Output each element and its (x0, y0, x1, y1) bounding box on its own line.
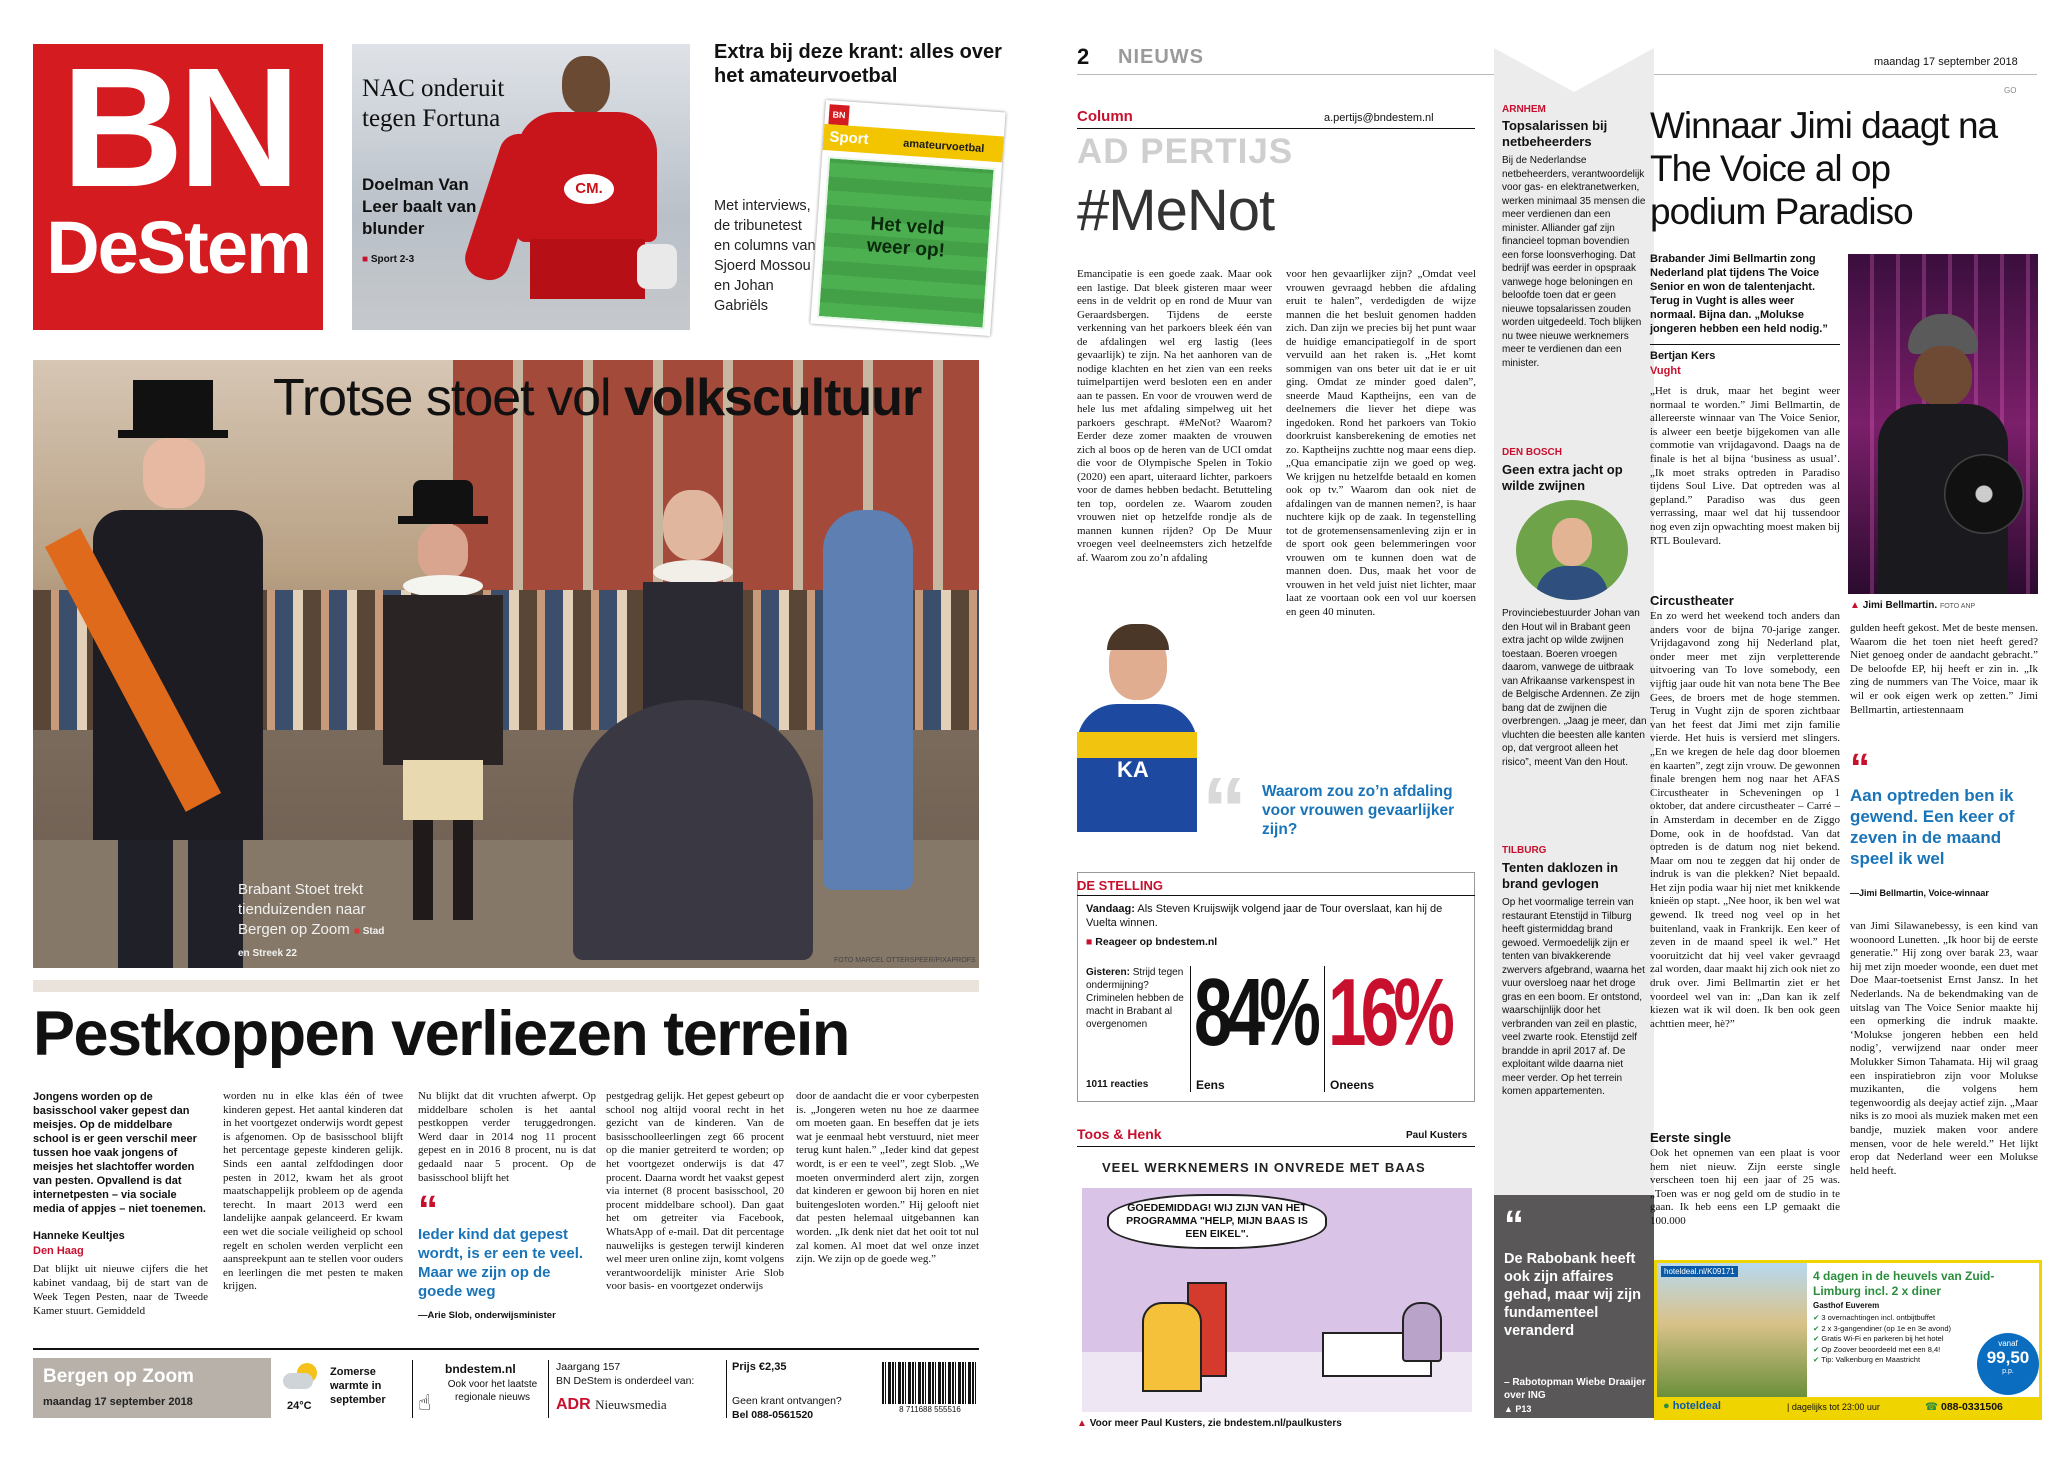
weather-icon (283, 1363, 319, 1391)
supplement-section2: amateurvoetbal (902, 137, 985, 156)
footer-divider (548, 1360, 549, 1418)
header-go: GO (2004, 86, 2017, 95)
quote-mark-icon: “ (1504, 1203, 1524, 1247)
hero-credit: FOTO MARCEL OTTERSPEER/PIXAPROFS (834, 957, 976, 964)
footer-divider (412, 1360, 413, 1418)
ad-hours: | dagelijks tot 23:00 uur (1787, 1402, 1880, 1412)
ad-bullet: ✔ Op Zoover beoordeeld met een 8,4! (1813, 1344, 1941, 1354)
footer-noreceive: Geen krant ontvangen? (732, 1395, 842, 1407)
voice-lead: Brabander Jimi Bellmartin zong Nederland plat tijdens The Voice Senior en won de talentenjacht. Terug in Vught is alles weer normaal. Bijna dan. „Molukse jongeren hebben een held nodig.” (1650, 253, 1828, 335)
woman-in-gown (573, 490, 813, 960)
cartoon-crew (1142, 1302, 1202, 1392)
ad-price-badge (1977, 1333, 2039, 1395)
voice-col1: „Het is druk, maar het begint weer normaal te worden.” Jimi Bellmartin, de allereerste winnaar van The Voice Senior, is alweer een beetje bijgekomen van alle commotie van vrijdagavond. Daags na de finale is het al bijna ‘business as usual’. „Ik moet straks optreden in Paradiso tijdens Soul Live. Dat optreden was al gepland.” Paradiso was dus geen verrassing, maar wel dat hij tussendoor nog even zijn opwachting moest maken bij RTL Boulevard. (1650, 385, 1840, 547)
main-pullquote-by: —Arie Slob, onderwijsminister (418, 1310, 556, 1321)
pointer-icon: ☝ (418, 1390, 432, 1415)
footer-rule (33, 1348, 979, 1350)
column-rule (1077, 128, 1475, 129)
column-email[interactable]: a.pertijs@bndestem.nl (1324, 112, 1434, 124)
edition-date: maandag 17 september 2018 (43, 1396, 193, 1408)
column-author: AD PERTIJS (1077, 132, 1294, 171)
briefs-banner-notch (1494, 48, 1654, 92)
footer-divider (726, 1360, 727, 1418)
stelling-reactions: 1011 reacties (1086, 1079, 1149, 1090)
main-col2: worden nu in elke klas één of twee kinderen gepest. Het aantal kinderen dat in het voortgezet onderwijs wordt gepest is afgenomen. Op de basisschool blijft het percentage gepeste kinderen gelijk. Sinds een aantal zelfdodingen door pesten in 2012, kwam het als groot maatschappelijk probleem op de agenda terecht. In maart 2013 werd een landelijke aanpak gelanceerd. Er kwam een wet die sociale veiligheid op school regelt en scholen werden verplicht een aanspreekpunt aan te stellen voor ouders en leerlingen die met pesten te maken krijgen. (223, 1090, 403, 1293)
stelling-yesterday: Gisteren: Strijd tegen ondermijning? Criminelen hebben de macht in Brabant al overgenomen (1086, 967, 1184, 1030)
stelling-no-pct: 16% (1328, 959, 1450, 1066)
voice-col2: gulden heeft gekost. Met de beste mensen. Waarom die het toen niet heeft gered? Niet genoeg onder de aandacht gebracht.” De beloofde EP, hij heeft er zin in. „Ik zing de nummers van The Voice, maar ik wil er ook eigen werk op zetten.” Jimi Bellmartin, artiestennaam (1850, 622, 2038, 716)
cartoon-label: Toos & Henk (1077, 1126, 1162, 1142)
teaser-subtitle: Doelman Van Leer baalt van blunder (362, 175, 477, 238)
main-dateline: Den Haag (33, 1245, 84, 1257)
footer-site[interactable]: bndestem.nl (445, 1362, 516, 1376)
ad-bullet: ✔ Tip: Valkenburg en Maastricht (1813, 1355, 1921, 1364)
column-title: #MeNot (1077, 178, 1275, 243)
voice-pullquote: Aan optreden ben ik gewend. Een keer of zeven in de maand speel ik wel (1850, 786, 2015, 868)
voice-author: Bertjan Kers (1650, 350, 1716, 362)
voice-col2b: van Jimi Silawanebessy, is een kind van woonoord Lunetten. „Ik hoor bij de eerste generatie.” Hij zong over barak 23, waar hij met zijn moeder woonde, een duet met Doe Maar-toetsenist Ernst Jansz. In het Nederlands. Na de bekendmaking van de uitslag van The Voice Senior maakte hij een opmerking die indruk maakte. ‘Molukse jongeren hebben een held nodig’, verwijzend naar onder meer Molukker Simon Tahamata. Hij wil graag een inspiratiebron zijn voor Molukse muzikanten, die volgens hem tegenwoordig als deejay actief zijn. „Maar niks is zo mooi als muziek maken met een bandje, muziek maken voor andere mensen, voor de hele wereld.” Het lijkt erop dat Nederland weer een Molukse held heeft. (1850, 920, 2038, 1177)
weather-temp: 24°C (287, 1400, 312, 1412)
woman-in-blue (823, 510, 913, 890)
columnist-jersey-text: KA (1117, 757, 1149, 782)
supplement-cover[interactable] (810, 100, 1005, 336)
jimi-photo[interactable] (1848, 254, 2038, 594)
stelling-yes-pct: 84% (1194, 959, 1316, 1066)
footer-phone: Bel 088-0561520 (732, 1409, 814, 1421)
main-col4: pestgedrag gelijk. Het gepest gebeurt op school nog altijd vooral recht in het gezicht van de kinderen. Van de basisschoolleerlingen zegt 66 procent op die manier getreiterd te worden; op het voortgezet onderwijs is dat 47 procent. Daarna wordt het vaakst gepest via internet (8 procent basisschool, 20 procent middelbare school). Dan gaat het om getreiter via Facebook, WhatsApp of e-mail. Dat dit percentage nauwelijks is gestegen terwijl kinderen wel meer uren online zijn, komt volgens verantwoordelijk minister Arie Slob voor basis- en voortgezet onderwijs (606, 1090, 784, 1293)
trophy-record (1944, 454, 2024, 534)
voice-sub1: Circustheater (1650, 593, 1734, 608)
barcode (882, 1362, 978, 1404)
ad-price: 99,50 (1986, 1348, 2030, 1367)
column-label: Column (1077, 108, 1133, 125)
supplement-section: Sport (828, 128, 870, 149)
ad-bullet: ✔ Gratis Wi-Fi en parkeren bij het hotel (1813, 1334, 1944, 1343)
jersey-sponsor: CM. (564, 174, 614, 204)
teaser-title: NAC onderuit tegen Fortuna (362, 75, 505, 132)
briefs-quote-by: – Rabotopman Wiebe Draaijer over ING (1504, 1377, 1646, 1401)
ad-bullet: ✔ 3 overnachtingen incl. ontbijtbuffet (1813, 1313, 1936, 1322)
brief2-title: Geen extra jacht op wilde zwijnen (1502, 462, 1623, 493)
man-in-costume (373, 480, 513, 920)
hoteldeal-ad[interactable] (1654, 1260, 2042, 1420)
footer-jaargang: Jaargang 157 (556, 1361, 621, 1373)
ad-phone: ☎ 088-0331506 (1925, 1401, 2003, 1413)
brief1-text: Bij de Nederlandse netbeheerders, verantwoordelijk voor gas- en elektranetwerken, werken minimaal 35 mensen die meer verdienen dan een minister. Alliander gaf zijn financieel topman bovendien een forse loonsverhoging. Dat bedrijf was eerder in opspraak vanwege hoge beloningen en beloofde toen dat er geen nieuwe topsalarissen zouden worden uitgedeeld. Toch blijken nu twee nieuwe werknemers meer te verdienen dan een minister. (1502, 155, 1646, 369)
voice-rule (1650, 344, 1840, 345)
brief1-tag: ARNHEM (1502, 104, 1546, 115)
footer-member: BN DeStem is onderdeel van: (556, 1375, 695, 1387)
adr-logo: ADR Nieuwsmedia (556, 1396, 667, 1413)
stelling-label: DE STELLING (1077, 878, 1163, 893)
jimi-photo-caption: ▲ Jimi Bellmartin. FOTO ANP (1850, 600, 1976, 611)
main-col3: Nu blijkt dat dit vruchten afwerpt. Op middelbare scholen is het aantal pestkoppen verder teruggedrongen. Werd daar in 2014 nog 11 procent gepest en in 2016 8 procent, nu is dat gedaald naar 5 procent. Op de basisschool blijft het (418, 1090, 596, 1184)
brief2-tag: DEN BOSCH (1502, 447, 1563, 458)
cartoon-author: Paul Kusters (1406, 1130, 1468, 1141)
cartoon-boss (1402, 1302, 1442, 1362)
rule (33, 980, 979, 992)
nac-teaser[interactable] (352, 44, 690, 330)
stelling-yes-label: Eens (1196, 1078, 1225, 1092)
column-col-b: voor hen gevaarlijker zijn? „Omdat veel vrouwen gevraagd hebben die afdaling eruit te halen”, verdedigden de wijze mannen die het besluit genomen hadden zich. Dan zijn we precies bij het punt waar de huidige emancipatiegolf in de sport vervuild aan het raken is. „Het komt sommigen van ons beter uit dat ie er uit ging. Omdat ze minder goed dalen”, sneerde Maud Kaptheijns, een van de deelnemers die liever het diepe was ingedoken. Rond het parkoers van Tokio doorkruist kansberekening de emoties net zo. Kaptheijns zuchtte nog maar eens diep. „Qua emancipatie zijn we goed op weg. We krijgen nu hetzelfde betaald en komen ook op tv.” Waarom dan ook niet de afdalingen van de mannen nemen?, is haar nuchtere kijk op de zaak. In tegenstelling tot de grotemensensamenleving zijn er in de sport ook geen belemmeringen voor vrouwen om te kunnen doen wat de mannen doen. Dus, maak het voor de vrouwen in het veld juist niet lichter, maar laat ze voortaan ook een vol uur koersen en geen 40 minuten. (1286, 268, 1476, 618)
brief1-title: Topsalarissen bij netbeheerders (1502, 118, 1608, 149)
ad-bullet: ✔ 2 x 3-gangendiner (op 1e en 3e avond) (1813, 1323, 1952, 1333)
ad-bullets (1813, 1313, 1973, 1366)
hero-title: Trotse stoet vol volkscultuur (273, 369, 922, 427)
section-name: NIEUWS (1118, 46, 1204, 68)
main-pullquote: Ieder kind dat gepest wordt, is er een te veel. Maar we zijn op de goede weg (418, 1226, 584, 1300)
voice-col1b: En zo werd het weekend toch anders dan anders voor de bijna 70-jarige zanger. Vrijdagavond zong hij Nederland plat, onder meer met zijn verpletterende uitvoering van To love somebody, een vijftig jaar oude hit van nota bene The Bee Gees, de broers met de hoge stemmen. Terug in Vught zijn de sporen zichtbaar van het feest dat Jimi met zijn familie vierde. Het huis is versierd met slingers. „En we kregen de hele dag door bloemen en kaarten”, zegt zijn vrouw. De gewonnen finale brengen hem nog naar het AFAS Circustheater in Scheveningen op 1 oktober, dat andere circustheater – Carré – in Amsterdam in december en de Ziggo Dome, ook in de hoofdstad. Van dat optreden is de datum nog niet bekend. Maar om nou te zeggen dat hij onder de indruk is van die plekken? Niet bepaald. Het zijn podia waar hij niet met knikkende knieën op stapt. „Nee hoor, ik ben wel wat gewend. Ik treed nog veel op in het buitenland, vaak in Frankrijk. Een keer of zeven in de maand speel ik wel.” Het vooruitzicht dat hij veel vaker gevraagd zal worden, daar maakt hij zich ook niet zo druk over. Jimi Bellmartin ziet er het voordeel wel van in: „Dan kan ik zelf kiezen wat ik wil doen. Ik ben ook geen achttien meer, hè?” (1650, 610, 1840, 1030)
footer-edition-block (33, 1358, 271, 1418)
voice-dateline: Vught (1650, 365, 1681, 377)
brief2-photo (1516, 500, 1628, 600)
amateur-teaser-body: Met interviews, de tribunetest en columns van Sjoerd Mossou en Johan Gabriëls (714, 198, 816, 314)
footer-site-sub: Ook voor het laatste regionale nieuws (447, 1379, 538, 1403)
supplement-cover-title: Het veld weer op! (866, 213, 946, 262)
briefs-quote: De Rabobank heeft ook zijn affaires gehad, maar wij zijn fundamenteel veranderd (1504, 1251, 1641, 1339)
logo-destem: DeStem (46, 206, 310, 289)
logo-bn: BN (61, 33, 295, 223)
cartoon-speech-bubble: GOEDEMIDDAG! WIJ ZIJN VAN HET PROGRAMMA "HELP, MIJN BAAS IS EEN EIKEL". (1107, 1194, 1327, 1249)
amateur-teaser-headline[interactable]: Extra bij deze krant: alles over het amateurvoetbal (714, 41, 1002, 87)
ad-price-unit: p.p. (2002, 1368, 2014, 1375)
quote-mark-icon: “ (418, 1188, 438, 1232)
voice-col1c: Ook het opnemen van een plaat is voor hem niet nieuw. Zijn eerste single verscheen toen hij een jaar of 25 was. „Toen was er nog geld om de studio in te gaan. Ik heb eens een LP gemaakt die 100.000 (1650, 1147, 1840, 1227)
ad-hotel: Gasthof Euverem (1813, 1301, 1880, 1310)
brief2-text: Provinciebestuurder Johan van den Hout wil in Brabant geen extra jacht op wilde zwijnen toestaan. Boeren vroegen daarom, vanwege de uitbraak van Afrikaanse varkenspest in de Belgische Ardennen. Ze zijn bang dat de zwijnen die overbrengen. „Jaag je meer, dan vluchten die beesten alle kanten op, dat vergroot alleen het risico”, meent Van den Hout. (1502, 608, 1647, 768)
stelling-rule (1077, 895, 1475, 896)
cartoon-rule (1077, 1146, 1475, 1147)
brief3-text: Op het voormalige terrein van restaurant Etenstijd in Tilburg heeft gistermiddag brand gewoed. Vermoedelijk zijn er tenten van bivakkerende zwervers afgebrand, waarna het vuur oversloeg naar het droge gras en een boom. Er ontstond, waarschijnlijk door het verbranden van zeil en plastic, veel zwarte rook. Etenstijd zelf brandde in april 2017 af. De exploitant wilde daarna niet meer verder. Op het terrein komen appartementen. (1502, 897, 1645, 1097)
right-page (1024, 0, 2048, 1470)
goalkeeper-glove (637, 244, 677, 289)
ad-brand: ● hoteldeal (1663, 1400, 1721, 1412)
cartoon-panel (1082, 1152, 1472, 1412)
main-headline: Pestkoppen verliezen terrein (33, 999, 849, 1069)
main-author: Hanneke Keultjes (33, 1230, 125, 1242)
column-col-a: Emancipatie is een goede zaak. Maar ook een lastige. Dat bleek gisteren maar weer eens in de veldrit op en rond de Muur van Geraardsbergen. Tijdens de eerste verkenning van het parkoers bleek één van de afdalingen wel erg lastig (lees gevaarlijk) te zijn. Na het aanhoren van de nodige klachten en het zien van een reeks tuimelpartijen werd besloten een en ander aan te passen. En voor de vrouwen werd de hele lus met afdaling simpelweg uit het parkoers geschrapt. #MeNot? Waarom? Eerder deze zomer maakten de vrouwen zich al boos op de heren van de UCI omdat die voor de Olympische Spelen in Tokio (2020) een apart, uiteraard lichter, parkoers voor de dames hebben bedacht. Betutteling ten top, oordelen ze. Waarom zouden vrouwen niet op hetzelfde rondje als de mannen kunnen rijden? Op De Muur vroegen veel deelneemsters zich hetzelfde af. Waarom zou zo’n afdaling (1077, 268, 1272, 564)
voice-pullquote-by: —Jimi Bellmartin, Voice-winnaar (1850, 888, 1989, 898)
cartoon-more[interactable]: ▲ Voor meer Paul Kusters, zie bndestem.nl/paulkusters (1077, 1418, 1342, 1429)
bn-destem-logo (33, 33, 323, 330)
header-date: maandag 17 september 2018 (1874, 56, 2018, 68)
hero-caption: Brabant Stoet trekt tienduizenden naar Bergen op Zoom ■ Stad en Streek 22 (238, 881, 385, 959)
brief3-tag: TILBURG (1502, 845, 1547, 856)
quote-mark-icon: “ (1202, 760, 1247, 860)
quote-mark-icon: “ (1850, 746, 1870, 790)
briefs-quote-ref: ▲ P13 (1504, 1404, 1532, 1414)
barcode-number: 8 711688 555516 (899, 1405, 961, 1414)
player-shorts (530, 239, 645, 299)
page-number: 2 (1077, 44, 1090, 69)
ad-price-from: vanaf (1998, 1339, 2018, 1348)
stelling-react[interactable]: ■ Reageer op bndestem.nl (1086, 936, 1218, 948)
ad-photo (1657, 1263, 1807, 1397)
voice-sub2: Eerste single (1650, 1130, 1731, 1145)
jimi-face (1914, 346, 1972, 406)
stelling-divider (1190, 966, 1191, 1092)
supplement-brand: BN (828, 104, 849, 125)
ad-title: 4 dagen in de heuvels van Zuid-Limburg incl. 2 x diner (1813, 1269, 1995, 1298)
cartoon-caption: VEEL WERKNEMERS IN ONVREDE MET BAAS (1102, 1160, 1426, 1175)
edition-name: Bergen op Zoom (43, 1366, 194, 1387)
ad-site: hoteldeal.nl/K09171 (1661, 1266, 1738, 1277)
stelling-divider (1324, 966, 1325, 1092)
footer-price: Prijs €2,35 (732, 1361, 787, 1373)
columnist-photo (1077, 622, 1197, 832)
weather-text: Zomerse warmte in september (330, 1366, 386, 1406)
main-col1: Dat blijkt uit nieuwe cijfers die het kabinet vandaag, bij de start van de Week Tegen Pesten, naar de Tweede Kamer stuurt. Gemiddeld (33, 1263, 208, 1317)
brief3-title: Tenten daklozen in brand gevlogen (1502, 860, 1619, 891)
hero-photo[interactable] (33, 360, 979, 968)
main-lead: Jongens worden op de basisschool vaker gepest dan meisjes. Op de middelbare school is er geen verschil meer tussen hoe vaak jongens of meisjes het slachtoffer worden van pesten. Opvallend is dat internetpesten – via sociale media of appjes – niet toenemen. (33, 1091, 206, 1215)
teaser-ref: ■ Sport 2-3 (362, 254, 415, 265)
stelling-no-label: Oneens (1330, 1078, 1375, 1092)
player-head (562, 56, 610, 114)
stelling-today: Vandaag: Als Steven Kruijswijk volgend jaar de Tour overslaat, kan hij de Vuelta winnen. (1086, 903, 1443, 929)
column-pullquote: Waarom zou zo’n afdaling voor vrouwen gevaarlijker zijn? (1262, 783, 1455, 838)
main-col5: door de aandacht die er voor cyberpesten is. „Jongeren weten nu hoe ze daarmee om moeten gaan. En beseffen dat je iets wat je eenmaal hebt verstuurd, niet meer terug kunt halen.” „Ieder kind dat gepest wordt, is er een te veel”, zegt Slob. „We moeten onverminderd alert zijn, zorgen dat kinderen er gewoon bij horen en niet buitengesloten worden.” Hij gelooft niet dat pesten helemaal uitgebannen kan worden. „Ik denk niet dat het ooit tot nul zal komen. Al moet dat wel onze inzet zijn. We zijn op de goede weg.” (796, 1090, 979, 1266)
voice-headline: Winnaar Jimi daagt na The Voice al op podium Paradiso (1650, 105, 1998, 232)
